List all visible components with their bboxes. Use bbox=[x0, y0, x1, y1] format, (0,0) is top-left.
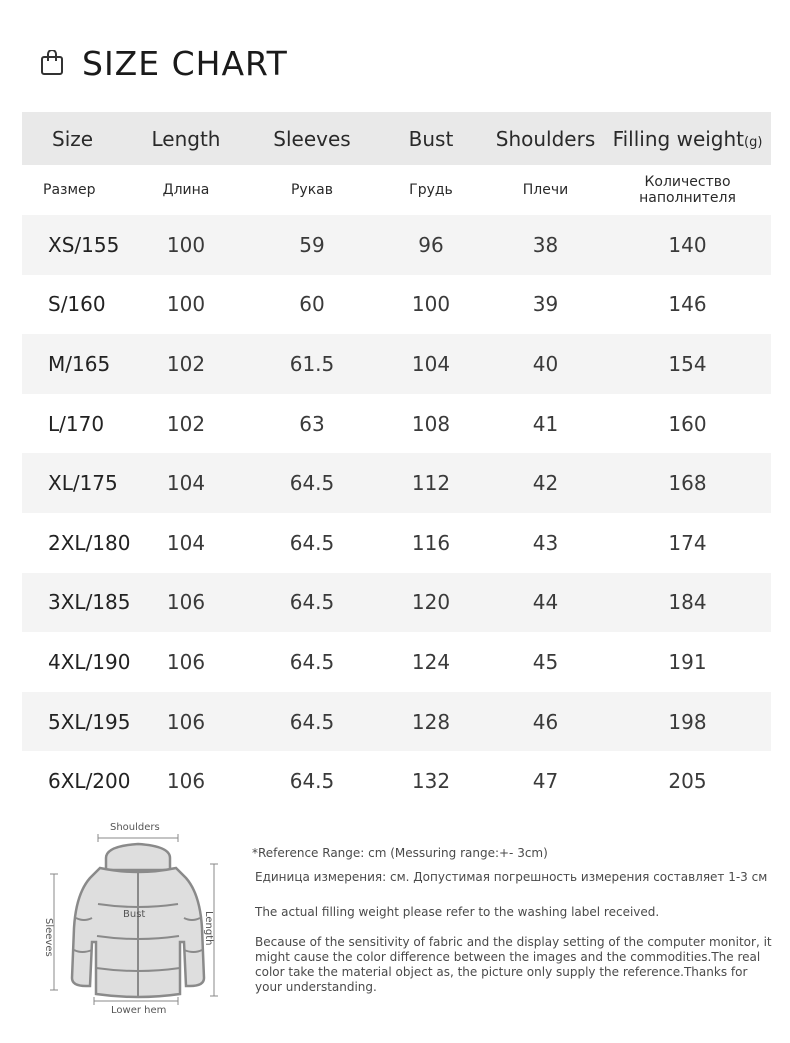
table-row bbox=[22, 394, 771, 454]
lower-hem-label: Lower hem bbox=[111, 1005, 167, 1016]
reference-range-note: *Reference Range: cm (Messuring range:+- 3cm) bbox=[252, 846, 548, 860]
cell-size: 6XL/200 bbox=[48, 769, 131, 794]
cell-filling-weight: 160 bbox=[668, 411, 707, 436]
garment-diagram bbox=[40, 818, 230, 1023]
column-header-shoulders: Shoulders bbox=[495, 126, 596, 151]
cell-size: 3XL/185 bbox=[48, 590, 131, 615]
size-table bbox=[22, 112, 771, 811]
cell-length: 102 bbox=[166, 411, 206, 436]
size-notes bbox=[252, 846, 775, 995]
column-header-shoulders-ru: Плечи bbox=[522, 182, 569, 198]
cell-sleeves: 64.5 bbox=[289, 590, 335, 615]
table-row bbox=[22, 453, 771, 513]
cell-shoulders: 38 bbox=[532, 232, 559, 257]
length-label: Length bbox=[203, 911, 214, 946]
cell-filling-weight: 184 bbox=[668, 590, 707, 615]
column-header-sleeves: Sleeves bbox=[273, 126, 351, 151]
cell-length: 104 bbox=[166, 471, 206, 496]
column-header-size: Size bbox=[52, 126, 94, 151]
cell-filling-weight: 168 bbox=[668, 471, 707, 496]
cell-bust: 120 bbox=[411, 590, 451, 615]
table-row bbox=[22, 632, 771, 692]
filling-weight-note: The actual filling weight please refer to the washing label received. bbox=[255, 905, 660, 919]
table-header-english bbox=[22, 112, 771, 165]
cell-shoulders: 43 bbox=[532, 530, 559, 555]
table-row bbox=[22, 275, 771, 335]
cell-sleeves: 63 bbox=[299, 411, 325, 436]
cell-size: S/160 bbox=[48, 292, 106, 317]
cell-length: 100 bbox=[166, 292, 206, 317]
table-row bbox=[22, 334, 771, 394]
column-header-sleeves-ru: Рукав bbox=[290, 182, 333, 198]
table-row bbox=[22, 573, 771, 633]
cell-shoulders: 45 bbox=[532, 649, 559, 674]
table-row bbox=[22, 215, 771, 275]
column-header-filling-weight bbox=[604, 127, 771, 151]
cell-sleeves: 64.5 bbox=[289, 709, 335, 734]
column-header-length: Length bbox=[151, 126, 221, 151]
cell-size: M/165 bbox=[48, 351, 111, 376]
cell-filling-weight: 198 bbox=[668, 709, 707, 734]
table-row bbox=[22, 513, 771, 573]
filling-weight-label: Filling weight bbox=[612, 126, 745, 151]
cell-bust: 128 bbox=[411, 709, 451, 734]
cell-sleeves: 64.5 bbox=[289, 471, 335, 496]
color-disclaimer-note: Because of the sensitivity of fabric and the display setting of the computer monitor, it might cause the color difference between the images and the commodities.The real color take the material object as, the picture only supply the reference.Thanks for your understanding. bbox=[255, 935, 772, 994]
cell-length: 104 bbox=[166, 530, 206, 555]
cell-shoulders: 46 bbox=[532, 709, 559, 734]
cell-sleeves: 64.5 bbox=[289, 649, 335, 674]
cell-sleeves: 64.5 bbox=[289, 769, 335, 794]
cell-size: 2XL/180 bbox=[48, 530, 131, 555]
shoulders-label: Shoulders bbox=[110, 822, 160, 833]
cell-length: 102 bbox=[166, 351, 206, 376]
cell-filling-weight: 154 bbox=[668, 351, 707, 376]
table-header-russian bbox=[22, 165, 771, 215]
table-row bbox=[22, 751, 771, 811]
cell-bust: 108 bbox=[411, 411, 451, 436]
cell-shoulders: 47 bbox=[532, 769, 559, 794]
cell-size: L/170 bbox=[48, 411, 105, 436]
cell-sleeves: 64.5 bbox=[289, 530, 335, 555]
cell-bust: 116 bbox=[411, 530, 451, 555]
cell-shoulders: 40 bbox=[532, 351, 559, 376]
measurement-unit-note-ru: Единица измерения: см. Допустимая погрешность измерения составляет 1-3 см bbox=[255, 870, 768, 884]
cell-length: 106 bbox=[166, 590, 206, 615]
cell-sleeves: 61.5 bbox=[289, 351, 335, 376]
table-row bbox=[22, 692, 771, 752]
cell-length: 106 bbox=[166, 709, 206, 734]
cell-bust: 132 bbox=[411, 769, 451, 794]
cell-bust: 112 bbox=[411, 471, 451, 496]
page-title: SIZE CHART bbox=[82, 43, 288, 83]
cell-sleeves: 60 bbox=[299, 292, 325, 317]
cell-size: XL/175 bbox=[48, 471, 118, 496]
cell-length: 100 bbox=[166, 232, 206, 257]
cell-filling-weight: 146 bbox=[668, 292, 707, 317]
cell-shoulders: 42 bbox=[532, 471, 559, 496]
cell-shoulders: 39 bbox=[532, 292, 559, 317]
page-header bbox=[40, 40, 288, 86]
cell-bust: 100 bbox=[411, 292, 451, 317]
cell-filling-weight: 140 bbox=[668, 232, 707, 257]
cell-size: XS/155 bbox=[48, 232, 120, 257]
cell-filling-weight: 174 bbox=[668, 530, 707, 555]
cell-bust: 96 bbox=[418, 232, 444, 257]
cell-filling-weight: 191 bbox=[668, 649, 707, 674]
cell-shoulders: 41 bbox=[532, 411, 559, 436]
filling-weight-unit: (g) bbox=[744, 134, 763, 150]
column-header-size-ru: Размер bbox=[43, 182, 96, 198]
cell-filling-weight: 205 bbox=[668, 769, 707, 794]
cell-size: 4XL/190 bbox=[48, 649, 131, 674]
bust-label: Bust bbox=[123, 909, 146, 920]
cell-bust: 124 bbox=[411, 649, 451, 674]
cell-length: 106 bbox=[166, 649, 206, 674]
table-body bbox=[22, 215, 771, 811]
sleeves-label: Sleeves bbox=[43, 918, 54, 957]
cell-bust: 104 bbox=[411, 351, 451, 376]
column-header-bust-ru: Грудь bbox=[409, 182, 453, 198]
column-header-filling-weight-ru: Количество наполнителя bbox=[639, 174, 736, 206]
cell-sleeves: 59 bbox=[299, 232, 325, 257]
cell-length: 106 bbox=[166, 769, 206, 794]
cell-shoulders: 44 bbox=[532, 590, 559, 615]
shopping-bag-icon bbox=[40, 50, 64, 76]
puffer-jacket-outline-icon bbox=[40, 818, 230, 1023]
cell-size: 5XL/195 bbox=[48, 709, 131, 734]
column-header-bust: Bust bbox=[408, 126, 454, 151]
column-header-length-ru: Длина bbox=[162, 182, 210, 198]
